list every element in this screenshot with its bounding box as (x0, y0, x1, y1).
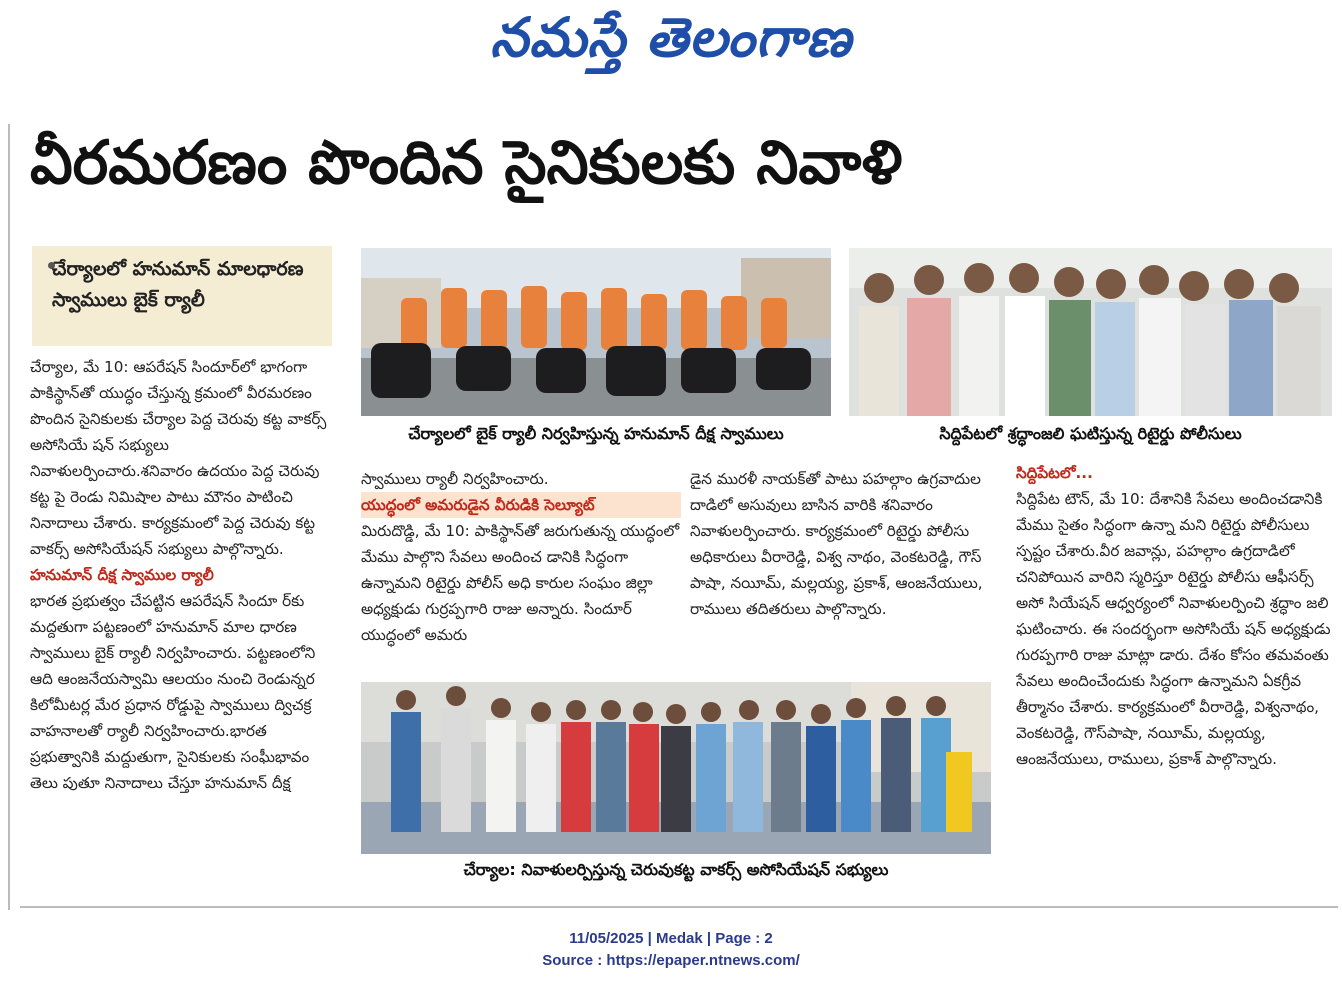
retired-police-photo (849, 248, 1332, 416)
column-2-paragraph: స్వాములు ర్యాలీ నిర్వహించారు. (361, 470, 549, 488)
footer-date-line: 11/05/2025 | Medak | Page : 2 (569, 930, 773, 947)
article-column-2 (361, 466, 681, 662)
bike-rally-photo (361, 248, 831, 416)
article-column-4 (1016, 460, 1332, 884)
section-heading-hanuman: హనుమాన్ దీక్ష స్వాముల ర్యాలీ (30, 566, 214, 584)
section-heading-siddipet: సిద్దిపేటలో... (1016, 464, 1093, 482)
footer-source-line: Source : https://epaper.ntnews.com/ (542, 952, 800, 969)
walkers-caption: చేర్యాల: నివాళులర్పిస్తున్న చెరువుకట్ట వాకర్స్ అసోసియేషన్ సభ్యులు (463, 860, 889, 879)
column-1-paragraph-2: భారత ప్రభుత్వం చేపట్టిన ఆపరేషన్ సిందూ ర్‌కు మద్దతుగా పట్టణంలో హనుమాన్ మాల ధారణ స్వాములు బైక్ ర్యాలీ నిర్వహించారు. పట్టణంలోని ఆది ఆంజనేయస్వామి ఆలయం నుంచి రెండున్నర కిలోమీటర్ల మేర ప్రధాన రోడ్డుపై స్వాములు ద్విచక్ర వాహనాలతో ర్యాలీ నిర్వహించారు.భారత ప్రభుత్వానికి మద్దుతుగా, సైనికులకు సంఘీభావం తెలు పుతూ నినాదాలు చేస్తూ హనుమాన్ దీక్ష (30, 592, 316, 792)
column-1-paragraph: చేర్యాల, మే 10: ఆపరేషన్ సిందూర్‌లో భాగంగా పాకిస్థాన్‌తో యుద్ధం చేస్తున్న క్రమంలో వీరమరణం పొందిన సైనికులకు చేర్యాల పెద్ద చెరువు కట్ట వాకర్స్ అసోసియే షన్ సభ్యులు నివాళులర్పించారు.శనివారం ఉదయం పెద్ద చెరువు కట్ట పై రెండు నిమిషాల పాటు మౌనం పాటించి నినాదాలు చేశారు. కార్యక్రమంలో పెద్ద చెరువు కట్ట వాకర్స్ అసోసియేషన్ సభ్యులు పాల్గొన్నారు. (30, 358, 327, 558)
section-heading-salute: యుద్ధంలో అమరుడైన వీరుడికి సెల్యూట్ (361, 492, 681, 518)
retired-police-caption: సిద్దిపేటలో శ్రద్ధాంజలి ఘటిస్తున్న రిటైర్డు పోలీసులు (939, 424, 1242, 443)
masthead-logo: నమస్తే తెలంగాణ (490, 6, 852, 69)
headline: వీరమరణం పొందిన సైనికులకు నివాళి (30, 128, 903, 198)
clipping-bottom-border (20, 906, 1338, 908)
bike-rally-caption: చేర్యాలలో బైక్ ర్యాలీ నిర్వహిస్తున్న హనుమాన్ దీక్ష స్వాములు (408, 424, 784, 443)
article-column-1 (30, 354, 335, 884)
column-3-paragraph: డైన మురళీ నాయక్‌తో పాటు పహల్గాం ఉగ్రవాదుల దాడిలో అసువులు బాసిన వారికి శనివారం నివాళులర్పించారు. కార్యక్రమంలో రిటైర్డు పోలీసు అధికారులు వీరారెడ్డి, విశ్వ నాథం, వెంకటరెడ్డి, గౌస్ పాషా, నయీమ్, మల్లయ్య, ప్రకాశ్, ఆంజనేయులు, రాములు తదితరులు పాల్గొన్నారు. (690, 470, 983, 618)
column-4-paragraph: సిద్దిపేట టౌన్, మే 10: దేశానికి సేవలు అందించడానికి మేము సైతం సిద్ధంగా ఉన్నా మని రిటైర్డు పోలీసులు స్పష్టం చేశారు.వీర జవాన్లు, పహల్గాం ఉగ్రదాడిలో చనిపోయిన వారిని స్మరిస్తూ రిటైర్డు పోలీసు ఆఫీసర్స్ అసో సియేషన్ ఆధ్వర్యంలో నివాళులర్పించి శ్రద్ధాం జలి ఘటించారు. ఈ సందర్భంగా అసోసియే షన్ అధ్యక్షుడు గురప్పగారి రాజు మాట్లా డారు. దేశం కోసం తమవంతు సేవలు అందించేందుకు సిద్ధంగా ఉన్నామని ఏకగ్రీవ తీర్మానం చేశారు. కార్యక్రమంలో వీరారెడ్డి, విశ్వనాథం, వెంకటరెడ్డి, గౌస్‌పాషా, నయీమ్, మల్లయ్య, ఆంజనేయులు, రాములు, ప్రకాశ్ పాల్గొన్నారు. (1016, 490, 1331, 768)
walkers-association-photo (361, 682, 991, 854)
subheadline: చేర్యాలలో హనుమాన్ మాలధారణ స్వాములు బైక్ ర్యాలీ (52, 258, 304, 311)
column-2-paragraph-2: మిరుదొడ్డి, మే 10: పాకిస్థాన్‌తో జరుగుతున్న యుద్ధంలో మేము పాల్గొని సేవలు అందించ డానికి సిద్ధంగా ఉన్నామని రిటైర్డు పోలీస్ అధి కారుల సంఘం జిల్లా అధ్యక్షుడు గుర్రప్పగారి రాజు అన్నారు. సిందూర్ యుద్ధంలో అమరు (361, 522, 680, 644)
article-column-3 (690, 466, 995, 662)
